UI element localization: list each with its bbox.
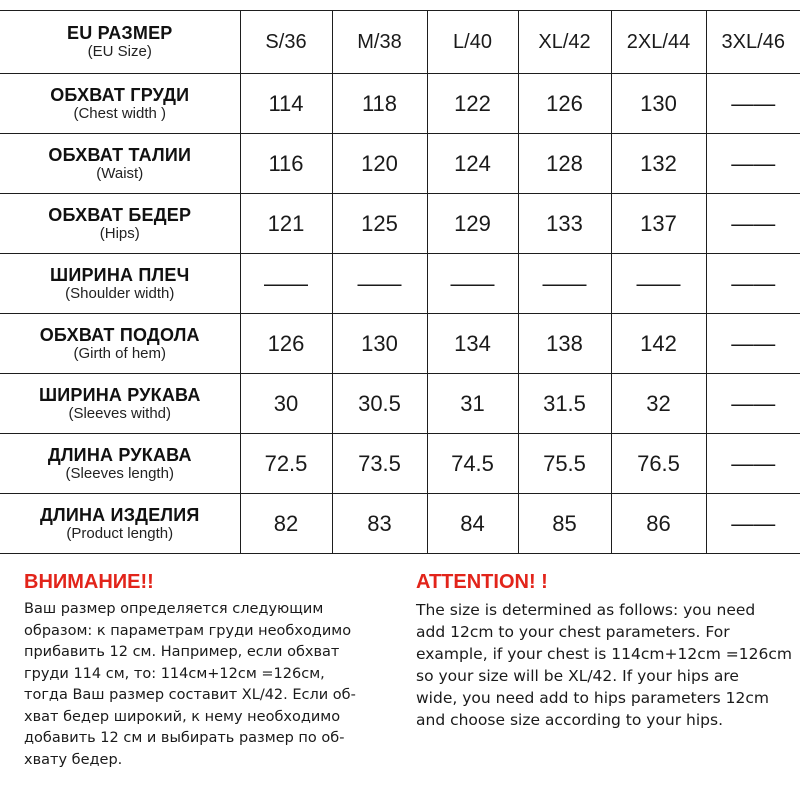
row-label-en: (Shoulder width) — [65, 284, 175, 302]
value-cell: —— — [518, 254, 611, 314]
value-cell: 72.5 — [240, 434, 332, 494]
value-cell: 30 — [240, 374, 332, 434]
row-label — [0, 254, 240, 314]
measurement-row — [0, 194, 800, 254]
value-cell: 76.5 — [611, 434, 706, 494]
notice-english — [416, 568, 800, 731]
size-header-cell: L/40 — [427, 11, 518, 74]
row-label — [0, 11, 240, 74]
value-cell: —— — [427, 254, 518, 314]
value-cell: 82 — [240, 494, 332, 554]
value-cell: 116 — [240, 134, 332, 194]
value-cell: 31.5 — [518, 374, 611, 434]
row-label — [0, 374, 240, 434]
value-cell: 137 — [611, 194, 706, 254]
value-cell: —— — [332, 254, 427, 314]
value-cell: 132 — [611, 134, 706, 194]
value-cell: 120 — [332, 134, 427, 194]
value-cell: 126 — [240, 314, 332, 374]
value-cell: 133 — [518, 194, 611, 254]
size-header-cell: S/36 — [240, 11, 332, 74]
measurement-row — [0, 494, 800, 554]
value-cell: 32 — [611, 374, 706, 434]
size-header-cell: 3XL/46 — [706, 11, 800, 74]
value-cell: —— — [706, 374, 800, 434]
value-cell: 30.5 — [332, 374, 427, 434]
value-cell: 75.5 — [518, 434, 611, 494]
value-cell: 129 — [427, 194, 518, 254]
measurement-row — [0, 134, 800, 194]
value-cell: —— — [611, 254, 706, 314]
value-cell: 125 — [332, 194, 427, 254]
notice-ru-title: ВНИМАНИЕ!! — [24, 571, 154, 593]
value-cell: 128 — [518, 134, 611, 194]
size-header-cell: 2XL/44 — [611, 11, 706, 74]
row-label-en: (Product length) — [66, 524, 174, 542]
value-cell: 85 — [518, 494, 611, 554]
row-label-en: (Sleeves length) — [65, 464, 174, 482]
row-label — [0, 494, 240, 554]
value-cell: —— — [706, 134, 800, 194]
value-cell: 130 — [611, 74, 706, 134]
value-cell: —— — [706, 254, 800, 314]
value-cell: 83 — [332, 494, 427, 554]
row-label — [0, 314, 240, 374]
value-cell: 130 — [332, 314, 427, 374]
value-cell: 74.5 — [427, 434, 518, 494]
value-cell: 134 — [427, 314, 518, 374]
size-header-cell: XL/42 — [518, 11, 611, 74]
notice-en-body: The size is determined as follows: you need add 12cm to your chest parameters. For example, if your chest is 114cm+12cm =126cm so your size will be XL/42. If your hips are wide, you need add to hips parameters 12cm and choose size according to your hips. — [416, 601, 792, 729]
value-cell: 114 — [240, 74, 332, 134]
value-cell: 31 — [427, 374, 518, 434]
notice-russian — [24, 568, 404, 771]
measurement-row — [0, 74, 800, 134]
value-cell: 122 — [427, 74, 518, 134]
measurement-row — [0, 434, 800, 494]
value-cell: —— — [706, 74, 800, 134]
row-label-en: (Hips) — [99, 224, 140, 242]
row-label-ru: ДЛИНА РУКАВА — [47, 444, 192, 465]
row-label-en: (Waist) — [96, 164, 144, 182]
row-label-ru: ОБХВАТ ТАЛИИ — [48, 144, 192, 165]
value-cell: 124 — [427, 134, 518, 194]
value-cell: 126 — [518, 74, 611, 134]
value-cell: —— — [706, 434, 800, 494]
row-label-ru: ОБХВАТ БЕДЕР — [48, 204, 192, 225]
row-label-en: (Chest width ) — [73, 104, 167, 122]
row-label-ru: EU РАЗМЕР — [66, 23, 173, 43]
row-label-ru: ШИРИНА РУКАВА — [38, 384, 201, 405]
value-cell: 118 — [332, 74, 427, 134]
value-cell: 138 — [518, 314, 611, 374]
row-label — [0, 134, 240, 194]
row-label-ru: ОБХВАТ ПОДОЛА — [39, 324, 200, 345]
value-cell: 86 — [611, 494, 706, 554]
measurement-row — [0, 254, 800, 314]
value-cell: —— — [706, 314, 800, 374]
notice-en-title: ATTENTION! ! — [416, 571, 548, 593]
table-header-row — [0, 11, 800, 74]
row-label-en: (Girth of hem) — [73, 344, 167, 362]
row-label-ru: ШИРИНА ПЛЕЧ — [50, 264, 190, 285]
value-cell: —— — [706, 494, 800, 554]
value-cell: 73.5 — [332, 434, 427, 494]
size-chart-body — [0, 11, 800, 554]
row-label-en: (Sleeves withd) — [68, 404, 172, 422]
value-cell: 84 — [427, 494, 518, 554]
row-label — [0, 74, 240, 134]
row-label-ru: ДЛИНА ИЗДЕЛИЯ — [39, 504, 200, 525]
value-cell: —— — [240, 254, 332, 314]
value-cell: 121 — [240, 194, 332, 254]
notice-ru-body: Ваш размер определяется следующим образом: к параметрам груди необходимо прибавить 12 см. Например, если обхват груди 114 см, то: 114см+12см =126см, тогда Ваш размер составит XL/42. Если об- хват бедер широкий, к нему необходимо добавить 12 см и выбирать размер по об- хвату бедер. — [24, 601, 356, 768]
row-label-ru: ОБХВАТ ГРУДИ — [50, 84, 190, 105]
size-chart-table — [0, 10, 800, 554]
value-cell: —— — [706, 194, 800, 254]
row-label — [0, 434, 240, 494]
row-label — [0, 194, 240, 254]
measurement-row — [0, 314, 800, 374]
row-label-en: (EU Size) — [87, 43, 152, 60]
value-cell: 142 — [611, 314, 706, 374]
measurement-row — [0, 374, 800, 434]
size-header-cell: M/38 — [332, 11, 427, 74]
